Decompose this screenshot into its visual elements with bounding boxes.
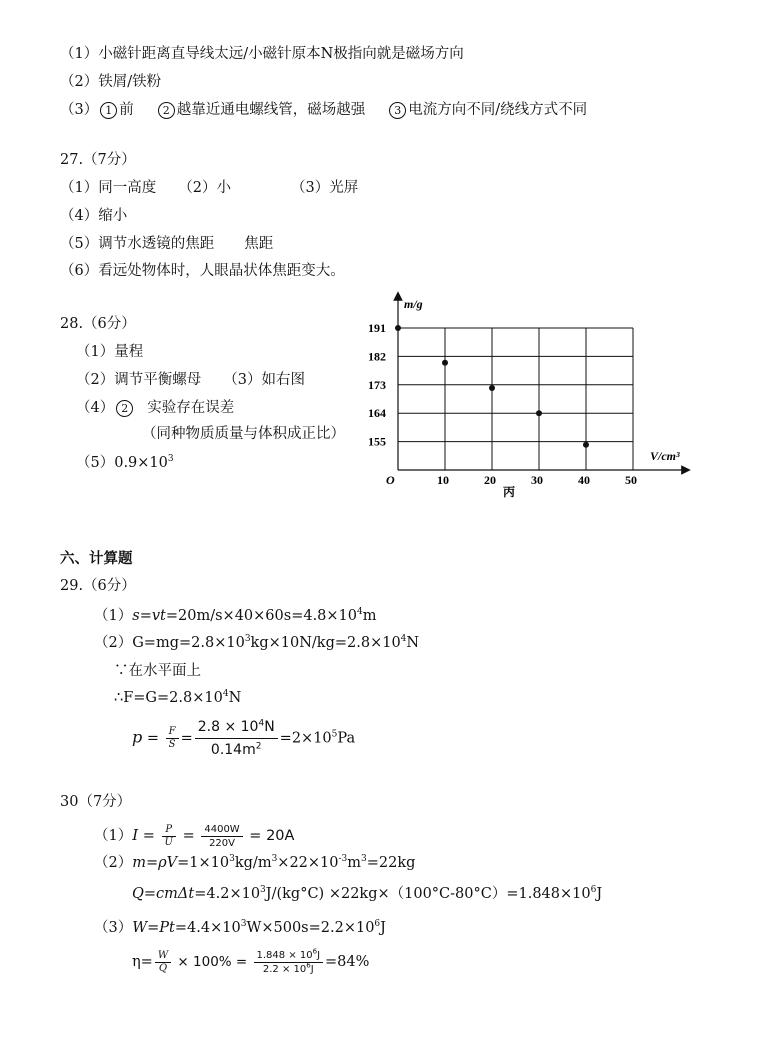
answer-30-3 (94, 918, 386, 938)
data-point (395, 325, 401, 331)
unit: J (380, 920, 386, 936)
superscript: 2 (255, 741, 262, 752)
numerator (254, 949, 324, 963)
x-tick-label: 20 (484, 473, 496, 487)
answer-27-5 (60, 234, 273, 254)
superscript: 3 (167, 454, 174, 465)
numerator: 4400W (201, 823, 242, 837)
equals: = (145, 855, 159, 871)
denominator: Q (158, 962, 168, 974)
denominator (195, 739, 278, 761)
x-tick-label: 50 (625, 473, 637, 487)
label-prefix: （1） (94, 828, 133, 844)
superscript: 6 (590, 885, 597, 896)
equals: = (142, 730, 164, 747)
denominator: 220V (209, 837, 235, 849)
unit: J (317, 949, 321, 961)
expression: kg×10N/kg=2.8×10 (250, 635, 401, 651)
equals: = (177, 828, 200, 844)
var-i: I (132, 826, 139, 844)
superscript: 6 (374, 919, 381, 930)
answer-text: （5）调节水透镜的焦距 (60, 236, 215, 252)
fraction-heat-over-work (254, 949, 324, 976)
superscript: 4 (222, 689, 229, 700)
question-27-heading: 27.（7分） (60, 152, 136, 168)
label-prefix: （3） (94, 920, 133, 936)
equals: = (139, 608, 152, 624)
var-rho-v: ρV (158, 855, 178, 871)
superscript: 4 (258, 718, 265, 729)
unit: N (406, 635, 420, 651)
origin-label: O (386, 473, 395, 487)
numerator: W (155, 950, 171, 963)
var-pt: Pt (159, 920, 175, 936)
x-tick-label: 30 (531, 473, 543, 487)
expression: m (347, 855, 362, 871)
denominator: S (168, 739, 176, 750)
answer-text: （5）0.9×10 (76, 455, 168, 471)
superscript: 3 (229, 854, 235, 865)
answer-28-1: （1）量程 (76, 344, 144, 360)
answer-29-2 (94, 633, 419, 653)
expression: （2）G=mg=2.8×10 (94, 635, 245, 651)
answer-29-1 (94, 606, 377, 626)
unit: Pa (337, 730, 356, 747)
answer-28-4-note: （同种物质质量与体积成正比） (142, 426, 345, 442)
superscript: 3 (244, 634, 251, 645)
answer-text: （2）小 (178, 180, 231, 196)
answer-26-2: （2）铁屑/铁粉 (60, 74, 162, 90)
data-point (583, 442, 589, 448)
superscript: 6 (306, 961, 311, 970)
answer-30-efficiency (132, 944, 369, 980)
answer-text: 焦距 (244, 236, 274, 252)
label-prefix: （1） (94, 608, 133, 624)
result: =84% (325, 954, 370, 970)
answer-26-1: （1）小磁针距离直导线太远/小磁针原本N极指向就是磁场方向 (60, 46, 464, 62)
var-cm: cm (156, 886, 178, 902)
mass-volume-chart (360, 288, 700, 508)
superscript: -3 (338, 854, 348, 865)
label-prefix: （3） (60, 102, 99, 118)
superscript: 3 (240, 919, 247, 930)
answer-29-pressure (132, 716, 355, 761)
expression: W×500s=2.2×10 (246, 920, 375, 936)
numerator: F (166, 726, 179, 739)
chart-caption: 丙 (503, 485, 516, 499)
numerator-value: 2.8 × 10 (197, 719, 259, 735)
expression: =20m/s×40×60s=4.8×10 (165, 608, 358, 624)
answer-28-2 (76, 370, 305, 390)
answer-27-6: （6）看远处物体时，人眼晶状体焦距变大。 (60, 263, 345, 279)
x-tick-label: 10 (437, 473, 449, 487)
unit: m (362, 608, 377, 624)
circled-number: 2 (116, 400, 133, 417)
expression: ×22×10 (277, 855, 339, 871)
answer-text: （3）如右图 (223, 372, 305, 388)
equals: = (138, 828, 160, 844)
superscript: 4 (357, 607, 363, 618)
chart-grid (398, 328, 633, 470)
data-point (442, 360, 448, 366)
y-tick-label: 155 (368, 434, 386, 449)
var-q: Q (132, 886, 144, 902)
answer-29-therefore (114, 688, 241, 708)
expression: ∴F=G=2.8×10 (114, 690, 223, 706)
superscript: 3 (271, 854, 278, 865)
var-delta-t: Δt (177, 886, 195, 902)
superscript: 5 (331, 729, 338, 740)
answer-28-4 (76, 398, 234, 418)
unit: J (596, 886, 603, 902)
superscript: 4 (400, 634, 407, 645)
circled-number: 2 (158, 102, 175, 119)
answer-text: （2）调节平衡螺母 (76, 372, 202, 388)
denominator: U (164, 836, 173, 848)
var-p: p (132, 727, 143, 747)
answer-text: 越靠近通电螺线管，磁场越强 (176, 102, 366, 118)
section-6-title: 六、计算题 (60, 550, 133, 567)
expression: =1×10 (177, 855, 230, 871)
expression: J/(kg°C) ×22kg×（100°C-80°C）=1.848×10 (265, 886, 591, 902)
answer-30-2 (94, 853, 415, 873)
fraction-w-over-q (155, 950, 171, 975)
expression: kg/m (234, 855, 272, 871)
superscript: 3 (361, 854, 367, 865)
expression: =2×10 (279, 730, 332, 747)
x-tick-label: 40 (578, 473, 590, 487)
equals: = (147, 920, 160, 936)
answer-28-5 (76, 453, 174, 473)
data-point (536, 410, 542, 416)
label-prefix: （2） (94, 855, 133, 871)
result: = 20A (244, 828, 295, 844)
answer-26-3 (60, 100, 587, 120)
unit: J (310, 963, 314, 975)
fraction-power-over-voltage (201, 823, 242, 850)
answer-27-4: （4）缩小 (60, 208, 128, 224)
question-29-heading: 29.（6分） (60, 578, 136, 594)
circled-number: 1 (100, 102, 117, 119)
var-s: s (132, 608, 140, 624)
denominator (254, 963, 324, 976)
answer-27-1 (60, 178, 358, 198)
result: =22kg (366, 855, 416, 871)
answer-text: 实验存在误差 (147, 400, 235, 416)
equals: = (143, 886, 157, 902)
y-tick-label: 182 (368, 349, 386, 364)
denominator-value: 2.2 × 10 (262, 963, 307, 975)
expression: =4.2×10 (194, 886, 261, 902)
var-eta: η= (132, 954, 153, 970)
y-tick-label: 173 (368, 377, 386, 392)
expression: × 100% = (173, 954, 252, 970)
question-28-heading: 28.（6分） (60, 316, 136, 332)
answer-text: 电流方向不同/绕线方式不同 (408, 102, 588, 118)
denominator-value: 0.14m (210, 742, 256, 758)
answer-text: 前 (119, 102, 134, 118)
question-30-heading: 30（7分） (60, 794, 132, 810)
y-tick-label: 164 (368, 406, 386, 421)
x-axis-label: V/cm³ (650, 449, 680, 463)
fraction-force-over-area (195, 716, 278, 761)
y-axis-label: m/g (404, 297, 423, 311)
numerator (195, 716, 278, 739)
circled-number: 3 (389, 102, 406, 119)
label-prefix: （4） (76, 400, 115, 416)
answer-30-1 (94, 818, 294, 853)
expression: =4.4×10 (174, 920, 241, 936)
superscript: 6 (312, 947, 318, 956)
answer-text: （3）光屏 (290, 180, 359, 196)
numerator-value: 1.848 × 10 (256, 949, 313, 961)
unit: N (264, 719, 275, 735)
y-tick-label: 191 (368, 321, 386, 335)
var-m: m (132, 855, 146, 871)
answer-29-because: ∵在水平面上 (114, 663, 201, 679)
answer-30-heat (132, 884, 602, 904)
unit: N (228, 690, 242, 706)
var-vt: vt (151, 608, 166, 624)
numerator: P (162, 824, 176, 837)
fraction-p-over-u (162, 824, 176, 849)
data-point (489, 385, 495, 391)
answer-text: （1）同一高度 (60, 180, 157, 196)
var-w: W (132, 920, 148, 936)
fraction-f-over-s (166, 726, 179, 751)
equals: = (180, 730, 193, 747)
superscript: 3 (260, 885, 266, 896)
